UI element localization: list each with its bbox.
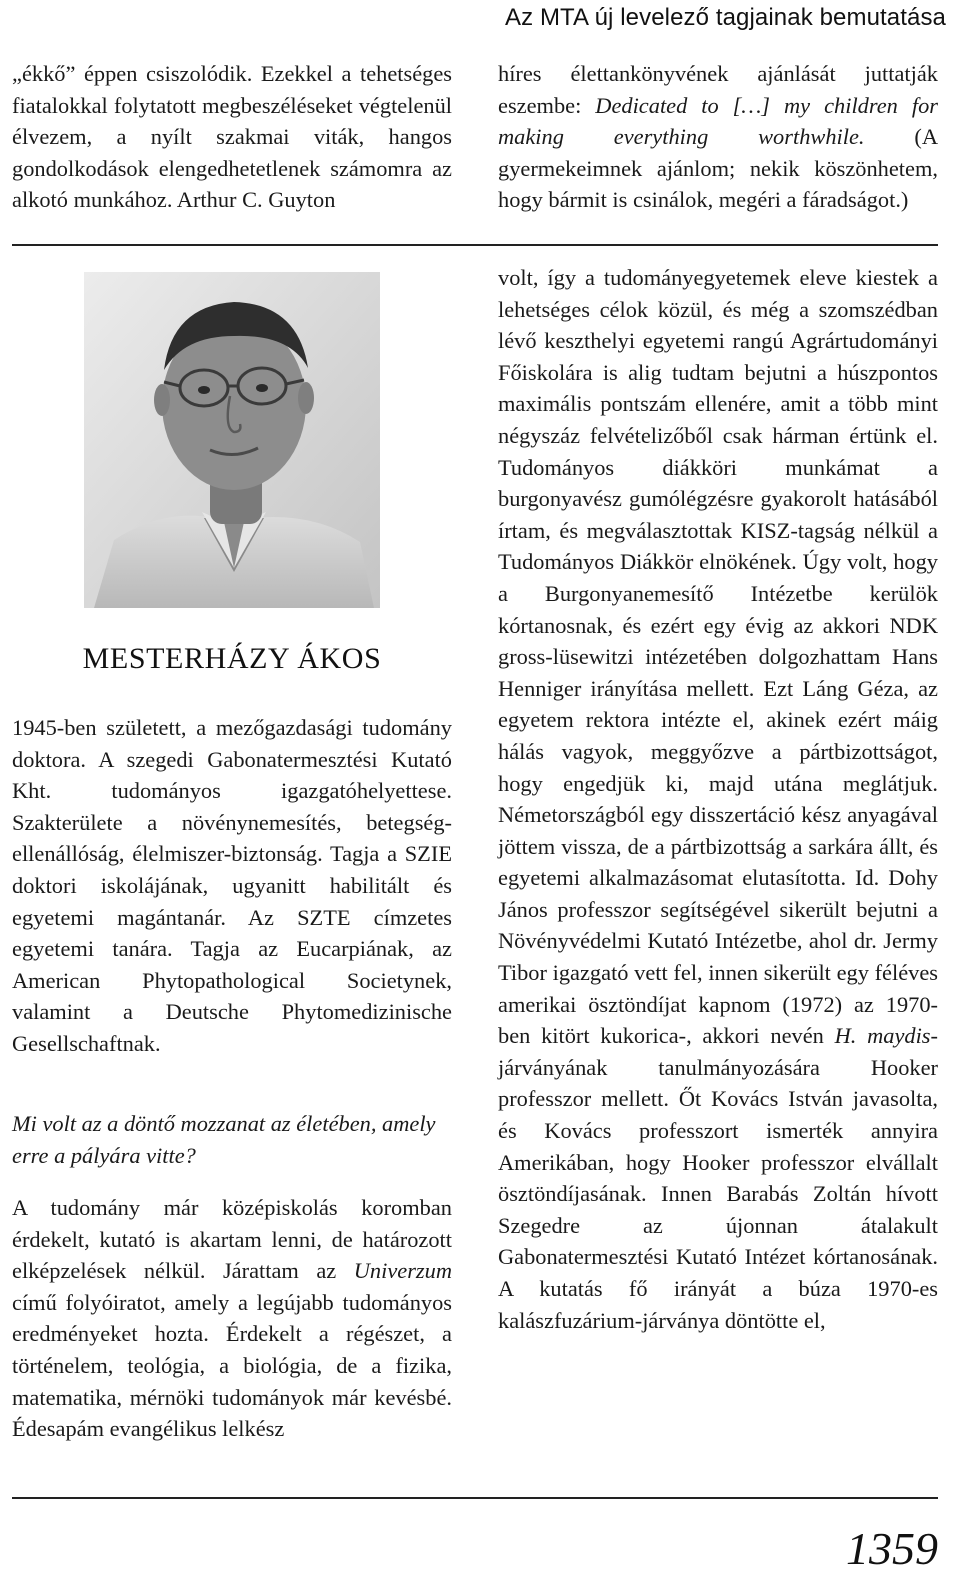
biography bbox=[12, 712, 452, 1060]
answer-part-2: című folyóiratot, amely a legújabb tudományos eredményeket hozta. Érdekelt a régészet, a történelem, teológia, a biológia, de a fizika, matematika, mérnöki tudományok már kevésbé. Édesapám evangélikus lelkész bbox=[12, 1289, 452, 1442]
top-left-paragraph: „ékkő” éppen csiszolódik. Ezekkel a tehetséges fiatalokkal folytatott megbeszéléseket végtelenül élvezem, a nyílt szakmai viták, hangos gondolkodások elengedhetetlenek számomra az alkotó munkához. Arthur C. Guyton bbox=[12, 61, 452, 213]
portrait-photo bbox=[84, 272, 380, 608]
top-right-paragraph bbox=[498, 58, 938, 216]
top-left-text bbox=[12, 58, 452, 216]
right-part-1: volt, így a tudományegyetemek eleve kiestek a lehetséges célok közül, és még a szomszédban lévő keszthelyi egyetemi rangú Agrártudományi Főiskolára is alig tudtam bejutni a húszpontos maximális pontszám ellenére, amit a több mint négyszáz felvételizőből csak hárman értünk el. Tudományos diákköri munkámat a burgonyavész gumólégzésre gyakorolt hatásából írtam, és megválasztottak KISZ-tagság nélkül a Tudományos Diákkör elnökének. Úgy volt, hogy a Burgonyanemesítő Intézetbe kerülök kórtanosnak, és ezért egy évig az akkori NDK gross-lüsewitzi intézetében dolgozhattam Hans Henniger irányítása mellett. Ezt Láng Géza, az egyetem rektora intézte el, akinek ezért máig hálás vagyok, meggyőzve a pártbizottságot, hogy engedjük ki, majd utána meglátjuk. Németországból egy disszertáció kész anyagával jöttem vissza, de a pártbizottság a sarkára állt, és egyetemi alkalmazásomat elutasította. Id. Dohy János professzor segítségével sikerült bejutni a Növényvédelmi Kutató Intézetbe, ahol dr. Jermy Tibor igazgató vett fel, innen sikerült egy féléves amerikai ösztöndíjat kapnom (1972) az 1970-ben kitört kukorica-, akkori nevén bbox=[498, 265, 938, 1049]
answer-paragraph bbox=[12, 1192, 452, 1445]
top-divider bbox=[12, 244, 938, 246]
portrait-illustration bbox=[84, 272, 380, 608]
bottom-divider bbox=[12, 1497, 938, 1499]
biography-paragraph: 1945-ben született, a mezőgazdasági tudomány doktora. A szegedi Gabonatermesztési Kutató Kht. tudományos igazgatóhelyettese. Szakterülete a növénynemesítés, betegség-ellenállóság, élelmiszer-biztonság. Tagja a SZIE doktori iskolájának, ugyanitt habilitált és egyetemi magántanár. Az SZTE címzetes egyetemi tanára. Tagja az Eucarpiának, az American Phytopathological Societynek, valamint a Deutsche Phytomedizinische Gesellschaftnak. bbox=[12, 715, 452, 1056]
top-right-text bbox=[498, 58, 938, 216]
person-name: MESTERHÁZY ÁKOS bbox=[82, 642, 382, 675]
top-right-before: híres élettankönyvének ajánlását juttatják eszembe: bbox=[498, 61, 938, 118]
top-right-after: (A gyermekeimnek ajánlom; nekik köszönhetem, hogy bármit is csinálok, megéri a fáradságot.) bbox=[498, 124, 938, 213]
right-pathogen-name: H. maydis bbox=[834, 1023, 931, 1049]
right-part-2: -járványának tanulmányozására Hooker professzor mellett. Őt Kovács István javasolta, és Kovács professzort ismerték annyira Amerikában, hogy Hooker professzor elvállalt ösztöndíjasának. Innen Barabás Zoltán hívott Szegedre az újonnan átalakult Gabonatermesztési Kutató Intézet kórtanosának. A kutatás fő irányát a búza 1970-es kalászfuzárium-járványa döntötte el, bbox=[498, 1023, 938, 1333]
interview-question bbox=[12, 1108, 452, 1171]
answer-part-1: A tudomány már középiskolás koromban érdekelt, kutató is akartam lenni, de határozott elképzelések nélkül. Járattam az bbox=[12, 1195, 452, 1284]
question-text: Mi volt az a döntő mozzanat az életében, amely erre a pályára vitte? bbox=[12, 1111, 436, 1168]
right-column-paragraph bbox=[498, 262, 938, 1336]
interview-answer bbox=[12, 1192, 452, 1445]
answer-journal-title: Univerzum bbox=[353, 1258, 452, 1284]
top-right-italic: Dedicated to […] my children for making everything worthwhile. bbox=[498, 92, 938, 150]
page-number: 1359 bbox=[846, 1523, 938, 1574]
running-head: Az MTA új levelező tagjainak bemutatása bbox=[504, 4, 946, 31]
right-column-text bbox=[498, 262, 938, 1336]
